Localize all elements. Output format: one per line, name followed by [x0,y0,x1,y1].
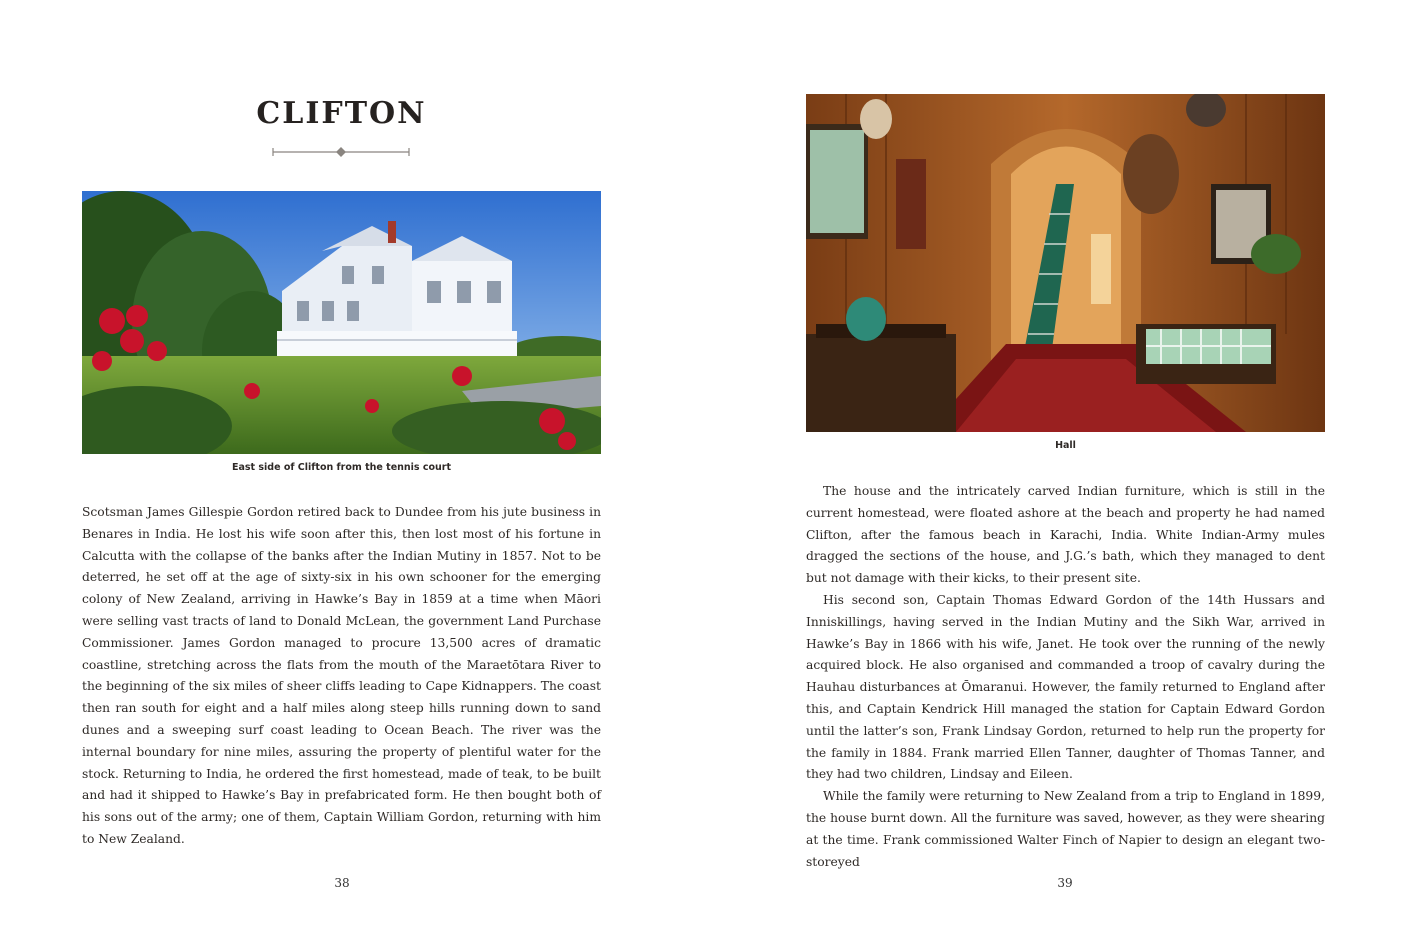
page-number: 39 [1057,876,1073,890]
hall-photo [806,94,1325,432]
body-text [806,481,1325,873]
paragraph: Scotsman James Gillespie Gordon retired back to Dundee from his jute business in Benares in India. He lost his wife soon after this, then lost most of his fortune in Calcutta with the collapse of the banks after the Indian Mutiny in 1857. Not to be deterred, he set off at the age of sixty-six in his own schooner for the emerging colony of New Zealand, arriving in Hawke’s Bay in 1859 at a time when Māori were selling vast tracts of land to Donald McLean, the government Land Purchase Commissioner. James Gordon managed to procure 13,500 acres of dramatic coastline, stretching across the flats from the mouth of the Maraetōtara River to the beginning of the six miles of sheer cliffs leading to Cape Kidnappers. The coast then ran south for eight and a half miles along steep hills running down to sand dunes and a sweeping surf coast leading to Ocean Beach. The river was the internal boundary for nine miles, assuring the property of plentiful water for the stock. Returning to India, he ordered the first homestead, made of teak, to be built and had it shipped to Hawke’s Bay in prefabricated form. He then bought both of his sons out of the army; one of them, Captain William Gordon, returning with him to New Zealand. [82,505,601,846]
paragraph: His second son, Captain Thomas Edward Gordon of the 14th Hussars and Inniskillings, having served in the Indian Mutiny and the Sikh War, arrived in Hawke’s Bay in 1866 with his wife, Janet. He took over the running of the newly acquired block. He also organised and commanded a troop of cavalry during the Hauhau disturbances at Ōmaranui. However, the family returned to England after this, and Captain Kendrick Hill managed the station for Captain Edward Gordon until the latter’s son, Frank Lindsay Gordon, returned to help run the property for the family in 1884. Frank married Ellen Tanner, daughter of Thomas Tanner, and they had two children, Lindsay and Eileen. [806,592,1325,782]
title-ornament [270,145,412,159]
page-number: 38 [334,876,350,890]
photo-caption: East side of Clifton from the tennis court [231,462,452,473]
paragraph: The house and the intricately carved Indian furniture, which is still in the current homestead, were floated ashore at the beach and property he had named Clifton, after the famous beach in Karachi, India. White Indian-Army mules dragged the sections of the house, and J.G.’s bath, which they managed to dent but not damage with their kicks, to their present site. [806,484,1325,586]
photo-caption: Hall [1055,440,1076,451]
body-text [82,502,601,851]
page-title: CLIFTON [256,96,427,131]
left-page [0,0,703,927]
paragraph: While the family were returning to New Zealand from a trip to England in 1899, the house burnt down. All the furniture was saved, however, as they were shearing at the time. Frank commissioned Walter Finch of Napier to design an elegant two-storeyed [806,789,1325,869]
right-page [703,0,1407,927]
clifton-house-photo [82,191,601,454]
